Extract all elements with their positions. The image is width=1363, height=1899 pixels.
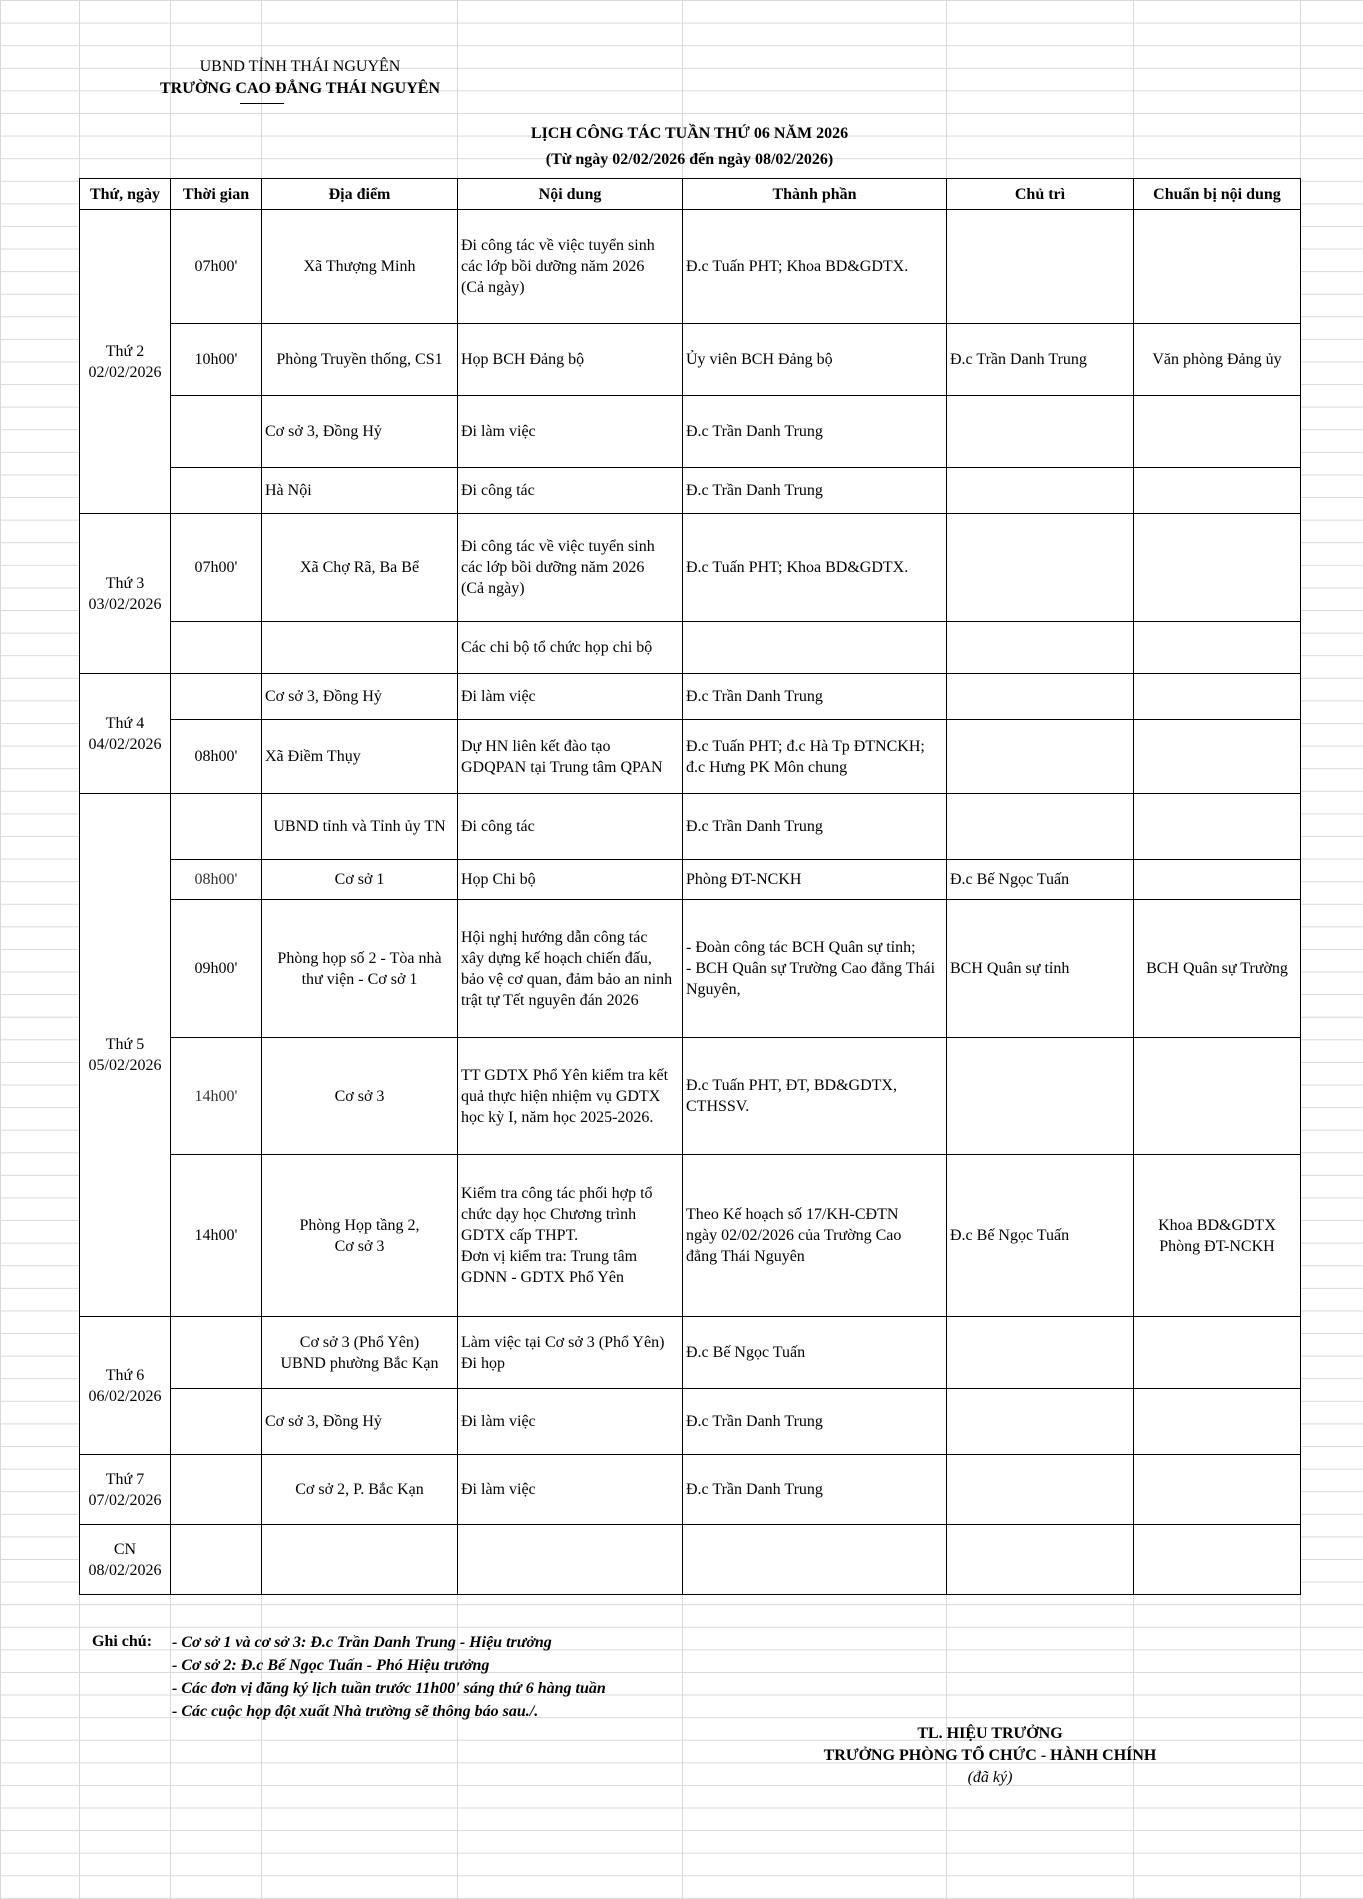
place-cell: UBND tỉnh và Tỉnh ủy TN	[262, 794, 458, 860]
content-cell: Các chi bộ tổ chức họp chi bộ	[458, 622, 683, 674]
time-cell	[171, 1525, 262, 1595]
day-cell: Thứ 4 04/02/2026	[80, 674, 171, 794]
prep-cell	[1134, 1525, 1301, 1595]
day-cell: Thứ 7 07/02/2026	[80, 1455, 171, 1525]
place-cell: Cơ sở 3 (Phổ Yên) UBND phường Bắc Kạn	[262, 1317, 458, 1389]
place-cell: Cơ sở 3, Đồng Hỷ	[262, 396, 458, 468]
members-cell: Phòng ĐT-NCKH	[683, 860, 947, 900]
time-cell: 10h00'	[171, 324, 262, 396]
prep-cell: Khoa BD&GDTX Phòng ĐT-NCKH	[1134, 1155, 1301, 1317]
notes-label: Ghi chú:	[92, 1633, 153, 1650]
time-cell: 08h00'	[171, 720, 262, 794]
place-cell: Phòng họp số 2 - Tòa nhà thư viện - Cơ sở 1	[262, 900, 458, 1038]
prep-cell	[1134, 674, 1301, 720]
table-row	[80, 1455, 1301, 1525]
prep-cell	[1134, 622, 1301, 674]
place-cell: Phòng Truyền thống, CS1	[262, 324, 458, 396]
place-cell: Cơ sở 3, Đồng Hỷ	[262, 674, 458, 720]
members-cell: - Đoàn công tác BCH Quân sự tỉnh; - BCH Quân sự Trường Cao đẳng Thái Nguyên,	[683, 900, 947, 1038]
prep-cell	[1134, 860, 1301, 900]
members-cell: Đ.c Tuấn PHT, ĐT, BD&GDTX, CTHSSV.	[683, 1038, 947, 1155]
chair-cell: Đ.c Bế Ngọc Tuấn	[947, 1155, 1134, 1317]
members-cell: Đ.c Trần Danh Trung	[683, 674, 947, 720]
signature-title: TL. HIỆU TRƯỞNG	[917, 1725, 1063, 1742]
chair-cell	[947, 794, 1134, 860]
day-cell: Thứ 6 06/02/2026	[80, 1317, 171, 1455]
prep-cell	[1134, 1455, 1301, 1525]
content-cell: Đi làm việc	[458, 674, 683, 720]
page-title: LỊCH CÔNG TÁC TUẦN THỨ 06 NĂM 2026	[530, 125, 849, 142]
chair-cell	[947, 468, 1134, 514]
prep-cell: Văn phòng Đảng ủy	[1134, 324, 1301, 396]
content-cell: Đi làm việc	[458, 396, 683, 468]
place-cell: Xã Thượng Minh	[262, 210, 458, 324]
place-cell: Cơ sở 2, P. Bắc Kạn	[262, 1455, 458, 1525]
chair-cell: BCH Quân sự tỉnh	[947, 900, 1134, 1038]
members-cell	[683, 1525, 947, 1595]
place-cell	[262, 1525, 458, 1595]
members-cell: Ủy viên BCH Đảng bộ	[683, 324, 947, 396]
chair-cell: Đ.c Trần Danh Trung	[947, 324, 1134, 396]
prep-cell	[1134, 514, 1301, 622]
note-line: - Các đơn vị đăng ký lịch tuần trước 11h00' sáng thứ 6 hàng tuần	[172, 1680, 606, 1697]
table-row	[80, 468, 1301, 514]
table-row	[80, 210, 1301, 324]
place-cell: Hà Nội	[262, 468, 458, 514]
content-cell: Dự HN liên kết đào tạo GDQPAN tại Trung tâm QPAN	[458, 720, 683, 794]
table-row	[80, 1317, 1301, 1389]
time-cell: 07h00'	[171, 514, 262, 622]
chair-cell	[947, 1317, 1134, 1389]
content-cell: Làm việc tại Cơ sở 3 (Phổ Yên) Đi họp	[458, 1317, 683, 1389]
table-row	[80, 396, 1301, 468]
time-cell	[171, 468, 262, 514]
table-row	[80, 622, 1301, 674]
time-cell	[171, 794, 262, 860]
content-cell	[458, 1525, 683, 1595]
table-row	[80, 514, 1301, 622]
members-cell: Đ.c Bế Ngọc Tuấn	[683, 1317, 947, 1389]
prep-cell	[1134, 210, 1301, 324]
time-cell	[171, 1317, 262, 1389]
content-cell: Hội nghị hướng dẫn công tác xây dựng kế hoạch chiến đấu, bảo vệ cơ quan, đảm bảo an ninh trật tự Tết nguyên đán 2026	[458, 900, 683, 1038]
day-cell: Thứ 5 05/02/2026	[80, 794, 171, 1317]
place-cell	[262, 622, 458, 674]
time-cell: 08h00'	[171, 860, 262, 900]
members-cell: Đ.c Trần Danh Trung	[683, 1455, 947, 1525]
members-cell: Đ.c Trần Danh Trung	[683, 794, 947, 860]
members-cell	[683, 622, 947, 674]
table-row	[80, 1155, 1301, 1317]
col-header-content: Nội dung	[458, 179, 683, 210]
chair-cell	[947, 1038, 1134, 1155]
chair-cell	[947, 720, 1134, 794]
table-row	[80, 1389, 1301, 1455]
col-header-place: Địa điểm	[262, 179, 458, 210]
content-cell: TT GDTX Phổ Yên kiểm tra kết quả thực hiện nhiệm vụ GDTX học kỳ I, năm học 2025-2026.	[458, 1038, 683, 1155]
table-header-row	[80, 179, 1301, 210]
table-row	[80, 900, 1301, 1038]
prep-cell	[1134, 1317, 1301, 1389]
members-cell: Đ.c Tuấn PHT; đ.c Hà Tp ĐTNCKH; đ.c Hưng PK Môn chung	[683, 720, 947, 794]
day-cell: Thứ 2 02/02/2026	[80, 210, 171, 514]
content-cell: Đi công tác về việc tuyển sinh các lớp bồi dưỡng năm 2026 (Cả ngày)	[458, 210, 683, 324]
members-cell: Đ.c Trần Danh Trung	[683, 468, 947, 514]
org-name: TRƯỜNG CAO ĐẲNG THÁI NGUYÊN	[159, 80, 440, 97]
signature-position: TRƯỞNG PHÒNG TỔ CHỨC - HÀNH CHÍNH	[823, 1747, 1157, 1764]
table-row	[80, 1525, 1301, 1595]
day-cell: Thứ 3 03/02/2026	[80, 514, 171, 674]
table-row	[80, 674, 1301, 720]
chair-cell	[947, 210, 1134, 324]
note-line: - Cơ sở 1 và cơ sở 3: Đ.c Trần Danh Trung - Hiệu trưởng	[172, 1634, 552, 1651]
content-cell: Đi làm việc	[458, 1389, 683, 1455]
org-underline	[240, 103, 284, 104]
col-header-prep: Chuẩn bị nội dung	[1134, 179, 1301, 210]
time-cell	[171, 674, 262, 720]
content-cell: Đi công tác	[458, 468, 683, 514]
org-parent: UBND TỈNH THÁI NGUYÊN	[199, 58, 401, 75]
time-cell	[171, 1455, 262, 1525]
chair-cell	[947, 514, 1134, 622]
prep-cell	[1134, 396, 1301, 468]
table-row	[80, 794, 1301, 860]
members-cell: Đ.c Trần Danh Trung	[683, 1389, 947, 1455]
time-cell	[171, 396, 262, 468]
chair-cell	[947, 396, 1134, 468]
note-line: - Cơ sở 2: Đ.c Bế Ngọc Tuấn - Phó Hiệu trưởng	[172, 1657, 490, 1674]
members-cell: Đ.c Trần Danh Trung	[683, 396, 947, 468]
prep-cell: BCH Quân sự Trường	[1134, 900, 1301, 1038]
table-row	[80, 860, 1301, 900]
time-cell: 09h00'	[171, 900, 262, 1038]
col-header-day: Thứ, ngày	[80, 179, 171, 210]
time-cell	[171, 622, 262, 674]
table-row	[80, 1038, 1301, 1155]
note-line: - Các cuộc họp đột xuất Nhà trường sẽ thông báo sau./.	[172, 1703, 539, 1720]
page-subtitle: (Từ ngày 02/02/2026 đến ngày 08/02/2026)	[545, 151, 834, 168]
schedule-table	[79, 178, 1301, 1595]
prep-cell	[1134, 1389, 1301, 1455]
signature-status: (đã ký)	[967, 1769, 1013, 1786]
prep-cell	[1134, 720, 1301, 794]
time-cell: 07h00'	[171, 210, 262, 324]
chair-cell: Đ.c Bế Ngọc Tuấn	[947, 860, 1134, 900]
chair-cell	[947, 674, 1134, 720]
time-cell	[171, 1389, 262, 1455]
place-cell: Cơ sở 3	[262, 1038, 458, 1155]
content-cell: Đi công tác về việc tuyển sinh các lớp bồi dưỡng năm 2026 (Cả ngày)	[458, 514, 683, 622]
members-cell: Theo Kế hoạch số 17/KH-CĐTN ngày 02/02/2026 của Trường Cao đẳng Thái Nguyên	[683, 1155, 947, 1317]
col-header-chair: Chủ trì	[947, 179, 1134, 210]
members-cell: Đ.c Tuấn PHT; Khoa BD&GDTX.	[683, 514, 947, 622]
chair-cell	[947, 1525, 1134, 1595]
members-cell: Đ.c Tuấn PHT; Khoa BD&GDTX.	[683, 210, 947, 324]
table-row	[80, 720, 1301, 794]
place-cell: Phòng Họp tầng 2, Cơ sở 3	[262, 1155, 458, 1317]
chair-cell	[947, 622, 1134, 674]
table-row	[80, 324, 1301, 396]
col-header-members: Thành phần	[683, 179, 947, 210]
day-cell: CN 08/02/2026	[80, 1525, 171, 1595]
place-cell: Cơ sở 1	[262, 860, 458, 900]
time-cell: 14h00'	[171, 1038, 262, 1155]
place-cell: Xã Chợ Rã, Ba Bể	[262, 514, 458, 622]
chair-cell	[947, 1389, 1134, 1455]
content-cell: Đi làm việc	[458, 1455, 683, 1525]
prep-cell	[1134, 794, 1301, 860]
time-cell: 14h00'	[171, 1155, 262, 1317]
place-cell: Cơ sở 3, Đồng Hỷ	[262, 1389, 458, 1455]
content-cell: Kiểm tra công tác phối hợp tổ chức dạy học Chương trình GDTX cấp THPT. Đơn vị kiểm tra: Trung tâm GDNN - GDTX Phổ Yên	[458, 1155, 683, 1317]
prep-cell	[1134, 1038, 1301, 1155]
content-cell: Họp Chi bộ	[458, 860, 683, 900]
col-header-time: Thời gian	[171, 179, 262, 210]
content-cell: Đi công tác	[458, 794, 683, 860]
chair-cell	[947, 1455, 1134, 1525]
content-cell: Họp BCH Đảng bộ	[458, 324, 683, 396]
place-cell: Xã Điềm Thụy	[262, 720, 458, 794]
prep-cell	[1134, 468, 1301, 514]
